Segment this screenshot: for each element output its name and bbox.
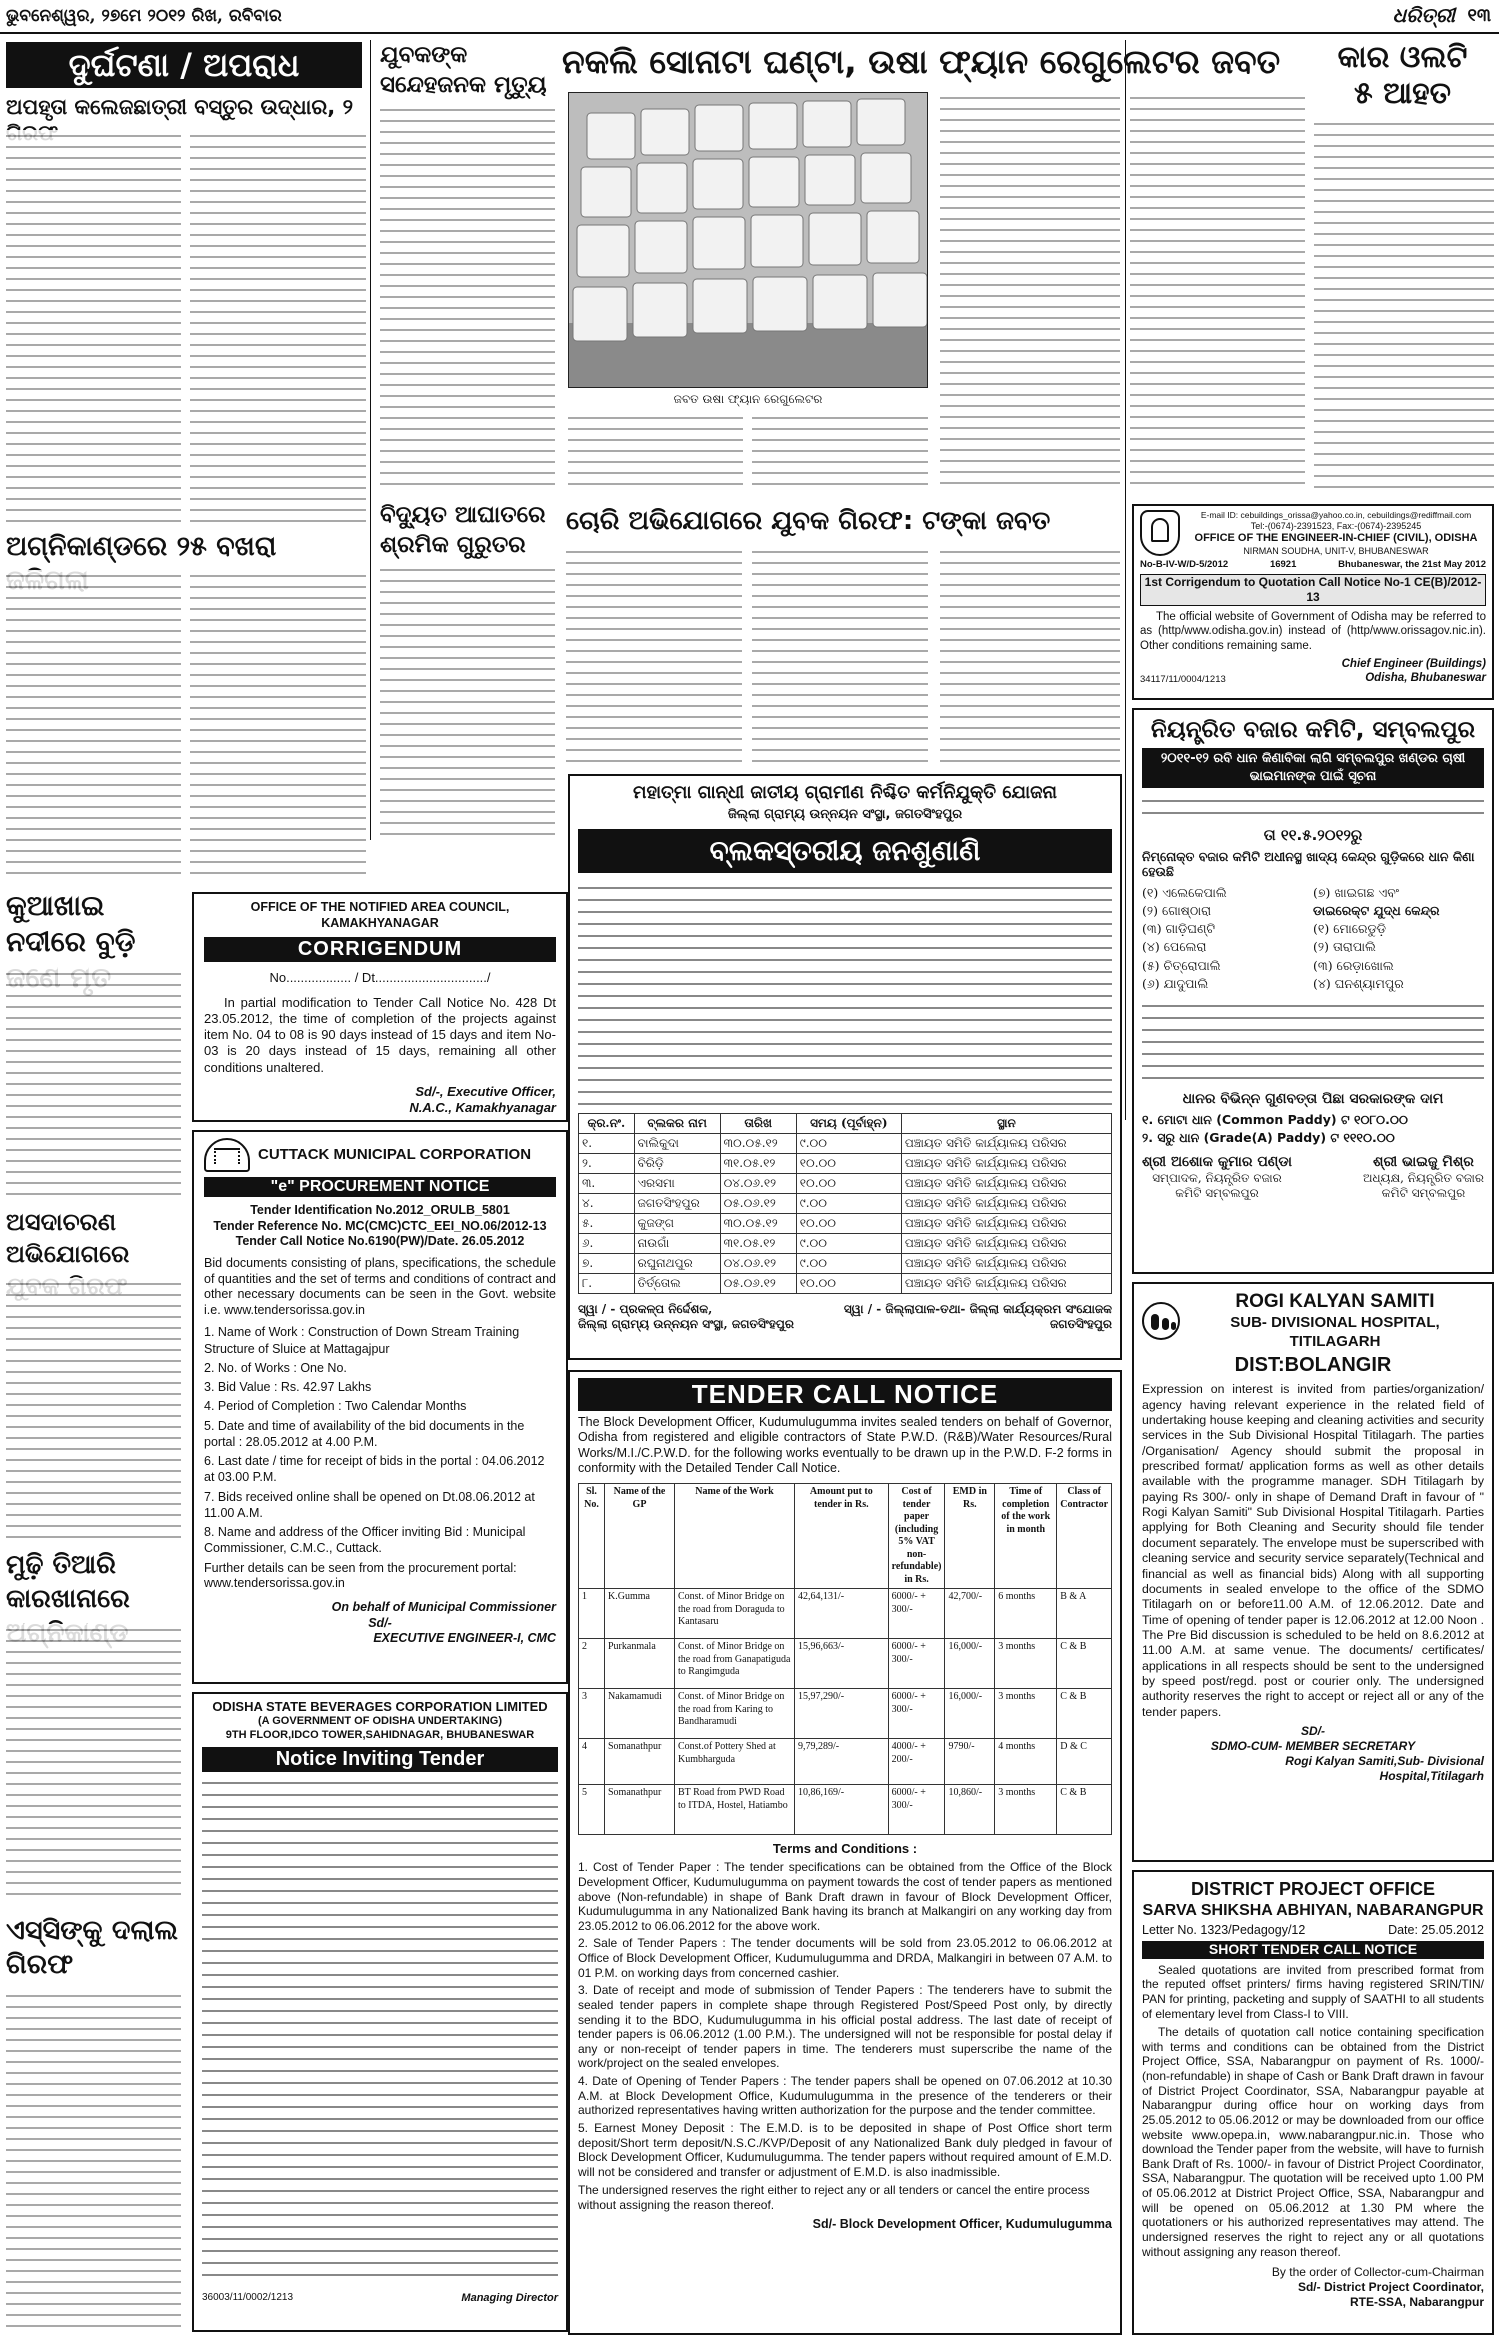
nrega-head: କ୍ର.ନଂ. (579, 1113, 635, 1133)
dpo-body2: The details of quotation call notice containing specification with terms and conditions can be obtained from the District Project Office, SSA, Nabarangpur on payment of Rs. 1000/- (non-refundable) in shape of Cash or Bank Draft drawn in favour of District Project Coordinator, SSA, Nabarangpur payable at Nabarangpur during office hour on working days from 25.05.2012 to 05.06.2012 or may be downloaded from our office website www.opepa.in, www.nabarangpur.nic.in. Those who download the Tender paper from the website, will have to furnish Bank Draft of Rs. 1000/- in favour of District Project Coordinator, SSA, Nabarangpur. The quotation will be received upto 1.00 PM of 05.06.2012 at District Project Office, SSA, Nabarangpur and will be opened on 05.06.2012 at 1.30 PM where the quotationers or his authorized representatives may attend. The undersigned reserves the right to reject any or all quotations without assigning any reason thereof. (1142, 2025, 1484, 2259)
headline-fire25: ଅଗ୍ନିକାଣ୍ଡରେ ୨୫ ବଖରା (6, 531, 277, 562)
story-kidnap-col2 (190, 130, 366, 524)
dpo-body1: Sealed quotations are invited from prescribed format from the reputed offset printers/ firms having registered SRIN/TIN/ PAN for printing, packeting and supply of SAATHI to all students of elementary level from Class-I to VIII. (1142, 1962, 1484, 2021)
cmc-further: Further details can be seen from the procurement portal: www.tendersorissa.gov.in (204, 1560, 517, 1591)
cell: 9,79,289/- (795, 1739, 889, 1785)
nrega-sign-left: ସ୍ୱା / - ପ୍ରକଳ୍ପ ନିର୍ଦ୍ଦେଶକ, (578, 1301, 713, 1316)
market-intro (1142, 794, 1484, 824)
market-sub: ୨୦୧୧-୧୨ ରବି ଧାନ କିଣାବିକା ଲାଗି ସମ୍ବଲପୁର ଖଣ୍ଡର ଚାଷୀ ଭାଇମାନଙ୍କ ପାଇଁ ସୂଚନା (1142, 748, 1484, 788)
cell: ପଞ୍ଚାୟତ ସମିତି କାର୍ଯ୍ୟାଳୟ ପରିସର (901, 1193, 1111, 1213)
cell: 5 (579, 1785, 605, 1835)
cell: Const. of Minor Bridge on the road from Karing to Bandharamudi (675, 1689, 795, 1739)
cell: BT Road from PWD Road to ITDA, Hostel, Hatiambo (675, 1785, 795, 1835)
cmc-item: 8. Name and address of the Officer inviting Bid : Municipal Commissioner, C.M.C., Cuttack. (204, 1525, 526, 1556)
table-row (579, 1689, 1112, 1739)
eic-ref-date: Bhubaneswar, the 21st May 2012 (1338, 558, 1486, 570)
cell: ନାଉଗାଁ (634, 1233, 720, 1253)
cmc-item: 1. Name of Work : Construction of Down Stream Training Structure of Sluice at Mattagajpur (204, 1325, 520, 1356)
cell: 16,000/- (945, 1639, 995, 1689)
cell: ୩୧.୦୫.୧୨ (720, 1153, 796, 1173)
cell: ପଞ୍ଚାୟତ ସମିତି କାର୍ଯ୍ୟାଳୟ ପରିସର (901, 1133, 1111, 1153)
nrega-title: ମହାତ୍ମା ଗାନ୍ଧୀ ଜାତୀୟ ଗ୍ରାମୀଣ ନିଶ୍ଚିତ କର୍ମନିଯୁକ୍ତି ଯୋଜନା (632, 782, 1057, 803)
market-center: (୪) ଘନଶ୍ୟାମପୁର (1313, 975, 1404, 991)
dpo-sign2: Sd/- District Project Coordinator, (1297, 2280, 1484, 2295)
market-body (1142, 999, 1484, 1085)
headline-worker-injured: ବିଦ୍ୟୁତ ଆଘାତରେ ଶ୍ରମିକ ଗୁରୁତର (380, 502, 546, 558)
eic-contact: E-mail ID: cebuildings_orissa@yahoo.co.in, cebuildings@rediffmail.com (1200, 510, 1472, 520)
headline-broker: ଏସ୍‌ସିଙ୍କୁ ଦଲାଲ ଗିରଫ (6, 1915, 178, 1980)
masthead (0, 0, 1499, 34)
rks-notice-box (1132, 1282, 1494, 1862)
market-sign-left2: ସମ୍ପାଦକ, ନିୟନ୍ତ୍ରିତ ବଜାର (1152, 1171, 1282, 1185)
nrega-body (578, 881, 1112, 1105)
cmc-item: 5. Date and time of availability of the bid documents in the portal : 28.05.2012 at 4.00 P.M. (204, 1418, 525, 1449)
cell: 4 (579, 1739, 605, 1785)
eic-address: NIRMAN SOUDHA, UNIT-V, BHUBANESWAR (1243, 545, 1429, 556)
cell: 16,000/- (945, 1689, 995, 1739)
seized-regulator-photo (568, 92, 928, 388)
tender-call-box (568, 1370, 1122, 2335)
cell: 10,860/- (945, 1785, 995, 1835)
cell: Somanathpur (605, 1785, 675, 1835)
cell: Const. of Minor Bridge on the road from Doraguda to Kantasaru (675, 1589, 795, 1639)
eic-office: OFFICE OF THE ENGINEER-IN-CHIEF (CIVIL), ODISHA (1194, 531, 1478, 544)
cell: 6000/- + 300/- (888, 1689, 945, 1739)
cell: ୧୦.୦୦ (796, 1273, 901, 1293)
cell: ୧୦.୦୦ (796, 1153, 901, 1173)
paper-name: ଧରିତ୍ରୀ (1392, 3, 1455, 27)
cell: K.Gumma (605, 1589, 675, 1639)
cmc-item: 4. Period of Completion : Two Calendar Months (204, 1399, 467, 1414)
cell: ୩୦.୦୫.୧୨ (720, 1133, 796, 1153)
story-car (1314, 118, 1494, 492)
table-row (579, 1233, 1112, 1253)
market-center: (୬) ଯାଦୁପାଲି (1142, 975, 1209, 991)
story-fire25 (6, 570, 181, 880)
osbc-sub: (A GOVERNMENT OF ODISHA UNDERTAKING) (257, 1715, 503, 1728)
story-fake-gold-bottom2 (752, 412, 928, 492)
osbc-body (202, 1776, 558, 2286)
cell: ୫. (579, 1213, 635, 1233)
story-kidnap (6, 130, 181, 524)
cell: 42,64,131/- (795, 1589, 889, 1639)
table-row (579, 1173, 1112, 1193)
cell: ୯.୦୦ (796, 1133, 901, 1153)
table-row (579, 1253, 1112, 1273)
cell: 3 months (995, 1639, 1057, 1689)
dpo-office: DISTRICT PROJECT OFFICE (1190, 1879, 1435, 1899)
eic-corrigendum-box (1132, 504, 1494, 700)
nac-sign2: N.A.C., Kamakhyanagar (409, 1100, 556, 1115)
market-date: ତା ୧୧.୫.୨୦୧୨ରୁ (1263, 826, 1363, 844)
nrega-head: ତାରିଖ (720, 1113, 796, 1133)
tender-title: TENDER CALL NOTICE (578, 1378, 1112, 1411)
cell: 42,700/- (945, 1589, 995, 1639)
cmc-item-list (204, 1324, 556, 1556)
dpo-scheme: SARVA SHIKSHA ABHIYAN, NABARANGPUR (1142, 1901, 1484, 1919)
cell: ୦୪.୦୬.୧୨ (720, 1173, 796, 1193)
market-committee-box (1132, 708, 1494, 1274)
market-center: (୭) ଖାଇଗଛ ଏବଂ (1313, 885, 1400, 900)
market-price-title: ଧାନର ବିଭିନ୍ନ ଗୁଣବତ୍ତା ପିଛା ସରକାରଙ୍କ ଦାମ (1182, 1090, 1444, 1107)
cmc-item: 6. Last date / time for receipt of bids in the portal : 04.06.2012 at 03.00 P.M. (204, 1454, 545, 1485)
tender-term: 2. Sale of Tender Papers : The tender documents will be sold from 23.05.2012 to 06.06.2012 at Office of Block Development Officer, Kudumulugumma and DRDA, Malkangiri in between 07 A.M. to 01 P.M. on working days from concerned cashier. (578, 1936, 1112, 1980)
cell: 6000/- + 300/- (888, 1589, 945, 1639)
cell: C & B (1057, 1785, 1112, 1835)
cell: C & B (1057, 1639, 1112, 1689)
osbc-code: 36003/11/0002/1213 (202, 2291, 294, 2303)
osbc-title: Notice Inviting Tender (202, 1747, 558, 1772)
cell: 6000/- + 300/- (888, 1639, 945, 1689)
cell: ୪. (579, 1193, 635, 1213)
cell: ଏରସମା (634, 1173, 720, 1193)
story-muri-fire (6, 1624, 181, 1904)
headline-youth-death: ଯୁବକଙ୍କ ସନ୍ଦେହଜନକ ମୃତ୍ୟୁ (380, 42, 547, 98)
nrega-sign-right2: ଜଗତସିଂହପୁର (1049, 1316, 1112, 1331)
nrega-banner: ବ୍ଲକସ୍ତରୀୟ ଜନଶୁଣାଣି (578, 829, 1112, 873)
page-number: ୧୩ (1467, 5, 1491, 26)
cell: 10,86,169/- (795, 1785, 889, 1835)
table-row (579, 1213, 1112, 1233)
table-row (579, 1785, 1112, 1835)
eic-sign: Chief Engineer (Buildings) (1341, 657, 1486, 670)
tender-terms (578, 1860, 1112, 2179)
cell: ୨. (579, 1153, 635, 1173)
story-river (6, 968, 181, 1198)
cell: ପଞ୍ଚାୟତ ସମିତି କାର୍ଯ୍ୟାଳୟ ପରିସର (901, 1173, 1111, 1193)
cell: C & B (1057, 1689, 1112, 1739)
rks-sign2: SDMO-CUM- MEMBER SECRETARY (1210, 1739, 1416, 1754)
osbc-addr: 9TH FLOOR,IDCO TOWER,SAHIDNAGAR, BHUBANESWAR (225, 1729, 535, 1741)
headline-car-line2: ୫ ଆହତ (1353, 76, 1452, 111)
tender-head: Class of Contractor (1057, 1484, 1112, 1589)
market-center: (୨) ଗୋଷ୍ଠାରା (1142, 903, 1212, 919)
cmc-ref: Tender Reference No. MC(CMC)CTC_EEI_NO.06/2012-13 (213, 1218, 547, 1233)
table-row (579, 1153, 1112, 1173)
cell: ପଞ୍ଚାୟତ ସମିତି କାର୍ଯ୍ୟାଳୟ ପରିସର (901, 1213, 1111, 1233)
market-title: ନିୟନ୍ତ୍ରିତ ବଜାର କମିଟି, ସମ୍ବଲପୁର (1150, 717, 1476, 743)
tender-head: Name of the GP (605, 1484, 675, 1589)
market-center: ଡାଇରେକ୍ଟ ଯୁଦ୍ଧ କେନ୍ଦ୍ର (1313, 903, 1440, 919)
cell: ୧୦.୦୦ (796, 1173, 901, 1193)
cell: ୯.୦୦ (796, 1253, 901, 1273)
rks-dist: DIST:BOLANGIR (1234, 1354, 1392, 1377)
story-youth-arrest (6, 1278, 181, 1540)
column-rule (1125, 40, 1126, 1120)
cmc-tid: Tender Identification No.2012_ORULB_5801 (250, 1203, 510, 1217)
story-col-right-a (1130, 92, 1305, 492)
tender-head: Cost of tender paper (including 5% VAT non-refundable) in Rs. (888, 1484, 945, 1589)
tender-head: Amount put to tender in Rs. (795, 1484, 889, 1589)
cell: 2 (579, 1639, 605, 1689)
cmc-emblem-icon (204, 1138, 250, 1172)
headline-kidnap: ଅପହୃତା କଲେଜଛାତ୍ରୀ ବସ୍ତୁର ଉଦ୍ଧାର, ୨ (6, 95, 354, 119)
tender-works-table (578, 1483, 1112, 1835)
market-sign-right2: ଅଧ୍ୟକ୍ଷ, ନିୟନ୍ତ୍ରିତ ବଜାର (1362, 1171, 1484, 1185)
cell: ୯.୦୦ (796, 1193, 901, 1213)
cell: ପଞ୍ଚାୟତ ସମିତି କାର୍ଯ୍ୟାଳୟ ପରିସର (901, 1233, 1111, 1253)
table-row (579, 1589, 1112, 1639)
cell: B & A (1057, 1589, 1112, 1639)
cell: ୦୫.୦୬.୧୨ (720, 1273, 796, 1293)
headline-car-line1: କାର ଓଲଟି (1337, 40, 1468, 75)
cell: Somanathpur (605, 1739, 675, 1785)
cell: 3 (579, 1689, 605, 1739)
eic-body: The official website of Government of Odisha may be referred to as (http/www.odisha.gov.in) instead of (http/www.orissagov.nic.in). Other conditions remaining same. (1140, 610, 1486, 652)
dpo-sign3: RTE-SSA, Nabarangpur (1349, 2295, 1484, 2310)
headline-car (1310, 40, 1495, 112)
cell: ୬. (579, 1233, 635, 1253)
rks-sign4: Hospital,Titilagarh (1379, 1769, 1484, 1784)
cell: Const.of Pottery Shed at Kumbharguda (675, 1739, 795, 1785)
cell: ପଞ୍ଚାୟତ ସମିତି କାର୍ଯ୍ୟାଳୟ ପରିସର (901, 1153, 1111, 1173)
nac-number: No.................. / Dt.............................../ (269, 970, 491, 986)
nac-office: OFFICE OF THE NOTIFIED AREA COUNCIL, KAMAKHYANAGAR (250, 900, 510, 930)
story-theft-col3 (940, 546, 1120, 764)
cell: ୩୦.୦୫.୧୨ (720, 1213, 796, 1233)
story-fake-gold (940, 92, 1120, 492)
headline-theft: ଚୋରି ଅଭିଯୋଗରେ ଯୁବକ ଗିରଫ: ଟଙ୍କା ଜବତ (566, 506, 1051, 536)
cell: ଜଗତସିଂହପୁର (634, 1193, 720, 1213)
market-price2: ୨. ସରୁ ଧାନ (Grade(A) Paddy) ଟ ୧୧୧୦.୦୦ (1142, 1129, 1395, 1145)
cell: ପଞ୍ଚାୟତ ସମିତି କାର୍ଯ୍ୟାଳୟ ପରିସର (901, 1273, 1111, 1293)
eic-code: 34117/11/0004/1213 (1140, 673, 1226, 685)
cell: ୩. (579, 1173, 635, 1193)
market-sign-left3: କମିଟି ସମ୍ବଲପୁର (1175, 1186, 1259, 1200)
table-row (579, 1193, 1112, 1213)
cell: 15,96,663/- (795, 1639, 889, 1689)
story-broker (6, 1990, 181, 2332)
nrega-head: ସ୍ଥାନ (901, 1113, 1111, 1133)
rks-sign3: Rogi Kalyan Samiti,Sub- Divisional (1285, 1754, 1484, 1769)
cmc-sign3: EXECUTIVE ENGINEER-I, CMC (373, 1631, 556, 1646)
cell: 3 months (995, 1785, 1057, 1835)
tender-term: 4. Date of Opening of Tender Papers : The tender papers shall be opened on 07.06.2012 at 10.30 A.M. at Block Development Office, Kudumulugumma in the presence of the tenderers or their authorized representatives having written authorization for the purpose and the tender committee. (578, 2074, 1112, 2118)
market-price1: ୧. ମୋଟା ଧାନ (Common Paddy) ଟ ୧୦୮୦.୦୦ (1142, 1112, 1408, 1128)
market-subhead: ନିମ୍ନୋକ୍ତ ବଜାର କମିଟି ଅଧୀନସ୍ଥ ଖାଦ୍ୟ କେନ୍ଦ୍ର ଗୁଡ଼ିକରେ ଧାନ କିଣା ହେଉଛି (1142, 848, 1475, 880)
cmc-item: 2. No. of Works : One No. (204, 1360, 347, 1375)
osbc-tender-box (192, 1692, 568, 2332)
cmc-procurement-box (192, 1130, 568, 1684)
cell: Nakamamudi (605, 1689, 675, 1739)
cell: ୧. (579, 1133, 635, 1153)
eic-ref-num: 16921 (1269, 558, 1297, 570)
regulator-boxes-image (569, 93, 928, 388)
cell: 4 months (995, 1739, 1057, 1785)
cell: 4000/- + 200/- (888, 1739, 945, 1785)
table-row (579, 1273, 1112, 1293)
dpo-letter: Letter No. 1323/Pedagogy/12 (1142, 1922, 1306, 1937)
eic-sign2: Odisha, Bhubaneswar (1365, 672, 1486, 685)
cell: 3 months (995, 1689, 1057, 1739)
cmc-org: CUTTACK MUNICIPAL CORPORATION (258, 1145, 532, 1163)
column-rule (370, 40, 371, 840)
tender-head: Time of completion of the work in month (995, 1484, 1057, 1589)
cell: ୦୪.୦୬.୧୨ (720, 1253, 796, 1273)
tender-head: Sl. No. (579, 1484, 605, 1589)
cell: 1 (579, 1589, 605, 1639)
cell: ତିର୍ତ୍ତୋଲ (634, 1273, 720, 1293)
story-fake-gold-bottom1 (568, 412, 743, 492)
cell: ୮. (579, 1273, 635, 1293)
table-row (579, 1133, 1112, 1153)
tender-intro: The Block Development Officer, Kudumulugumma invites sealed tenders on behalf of Governor, Odisha from registered and eligible contractors of State P.W.D. (R&B)/Water Resources/Rural Works/M.I./C.P.W.D. for the following works eventually to be drawn up in the P.W.D. F-2 forms in conformity with the Detailed Tender Call Notice. (578, 1414, 1112, 1476)
cell: Purkanmala (605, 1639, 675, 1689)
family-logo-icon (1142, 1302, 1180, 1340)
dpo-title: SHORT TENDER CALL NOTICE (1142, 1941, 1484, 1959)
headline-river: କୁଆଖାଇ ନଦୀରେ ବୁଡ଼ି (6, 889, 136, 958)
cell: ୦୫.୦୬.୧୨ (720, 1193, 796, 1213)
cmc-item: 3. Bid Value : Rs. 42.97 Lakhs (204, 1380, 372, 1395)
rks-body: Expression on interest is invited from parties/organization/ agency having relevant experience in the related field of undertaking house keeping and cleaning activities and security services in the Sub Divisional Hospital Titilagarh. The parties /Organisation/ Agency should submit the proposal in prescribed format/ application forms as well as other details available with the programme manager. SDH Titilagarh by paying Rs 300/- only in shape of Demand Draft in favour of " Rogi Kalyan Samiti" Sub Divisional Hospital Titilagarh. Parties applying for Both Cleaning and Security should file tender document separately. The envelope must be superscribed with cleaning service and security service separately(Technical and financial as well as financial bids) Along with all supporting documents in sealed envelope to the office of the SDMO Titilagarh on or before11.00 A.M. of 12.06.2012. Date and Time of opening of tender paper is 12.06.2012 at 12.00 Noon . The Pre Bid discussion is scheduled to be held on 8.6.2012 at 11.00 A.M. at same venue. The documents/ certificates/ applications in all respects should be sent to the undersigned by speed post/regd. post or courier only. The undersigned authority reserves the right to accept or reject all or any of the tender papers. (1142, 1382, 1484, 1719)
market-sign-left: ଶ୍ରୀ ଅଶୋକ କୁମାର ପଣ୍ଡା (1142, 1153, 1292, 1170)
nrega-head: ସମୟ (ପୂର୍ବାହ୍ନ) (796, 1113, 901, 1133)
osbc-org: ODISHA STATE BEVERAGES CORPORATION LIMITED (212, 1699, 548, 1714)
headline-fake-gold: ନକଲି ସୋନାଟା ଘଣ୍ଟା, ଉଷା ଫ୍ୟାନ ରେଗୁଲେଟର ଜବତ (562, 42, 1281, 81)
nac-body: In partial modification to Tender Call Notice No. 428 Dt 23.05.2012, the time of completion of the projects against item No. 04 to 08 is 90 days instead of 15 days and item No-03 is 20 days instead of 15 days, remaining all other conditions unaltered. (204, 994, 556, 1075)
section-crime-banner: ଦୁର୍ଘଟଣା / ଅପରାଧ (6, 42, 362, 88)
tender-head: EMD in Rs. (945, 1484, 995, 1589)
cell: ୧୦.୦୦ (796, 1213, 901, 1233)
nac-sign: Sd/-, Executive Officer, (415, 1083, 556, 1099)
cmc-tcn: Tender Call Notice No.6190(PW)/Date. 26.05.2012 (235, 1234, 525, 1249)
market-sign-right: ଶ୍ରୀ ଭାଇଜୁ ମିଶ୍ର (1373, 1153, 1474, 1170)
nac-title: CORRIGENDUM (204, 937, 556, 962)
table-row (579, 1639, 1112, 1689)
nrega-sub: ଜିଲ୍ଲା ଗ୍ରାମ୍ୟ ଉନ୍ନୟନ ସଂସ୍ଥା, ଜଗତସିଂହପୁର (727, 806, 963, 822)
cell: ୯.୦୦ (796, 1233, 901, 1253)
cell: ପଞ୍ଚାୟତ ସମିତି କାର୍ଯ୍ୟାଳୟ ପରିସର (901, 1253, 1111, 1273)
cell: 9790/- (945, 1739, 995, 1785)
market-center: (୪) ପେଲେରା (1142, 939, 1207, 955)
market-center: (୧) ଏଲେକେପାଲି (1142, 885, 1227, 900)
market-center: (୧) ମୋରେଡୁଡ଼ି (1313, 921, 1386, 937)
nrega-sign-left2: ଜିଲ୍ଲା ଗ୍ରାମ୍ୟ ଉନ୍ନୟନ ସଂସ୍ଥା, ଜଗତସିଂହପୁର (578, 1316, 794, 1331)
state-emblem-icon (1140, 510, 1180, 556)
dpo-date: Date: 25.05.2012 (1388, 1922, 1484, 1937)
rks-sub: SUB- DIVISIONAL HOSPITAL, TITILAGARH (1230, 1313, 1440, 1350)
nrega-sign-right: ସ୍ୱା / - ଜିଲ୍ଲାପାଳ-ତଥା- ଜିଲ୍ଲା କାର୍ଯ୍ୟକ୍ରମ ସଂଯୋଜକ (843, 1301, 1112, 1316)
cell: ୭. (579, 1253, 635, 1273)
story-theft-col2 (752, 546, 928, 764)
cell: ବିରିଡ଼ି (634, 1153, 720, 1173)
dateline: ଭୁବନେଶ୍ୱର, ୨୭ମେ ୨୦୧୨ ରିଖ, ରବିବାର (6, 6, 282, 26)
osbc-sign: Managing Director (461, 2291, 558, 2304)
cmc-title: "e" PROCUREMENT NOTICE (204, 1177, 556, 1197)
cell: କୁଜଙ୍ଗ (634, 1213, 720, 1233)
market-center: (୫) ଚିତ୍ରୋପାଲି (1142, 957, 1221, 973)
cell: D & C (1057, 1739, 1112, 1785)
cell: ରଘୁନାଥପୁର (634, 1253, 720, 1273)
nrega-schedule-table (578, 1113, 1112, 1294)
tender-sign: Sd/- Block Development Officer, Kudumulugumma (812, 2217, 1112, 2232)
eic-ref-no: No-B-IV-W/D-5/2012 (1140, 558, 1229, 570)
tender-head: Name of the Work (675, 1484, 795, 1589)
market-center: (୩) ରେଡ଼ାଖୋଲ (1313, 957, 1394, 973)
market-center: (୨) ତାରାପାଲି (1313, 939, 1376, 955)
tender-closing: The undersigned reserves the right either to reject any or all tenders or cancel the entire process without assigning the reason thereof. (578, 2183, 1090, 2213)
headline-muri-fire: ମୁଢ଼ି ତିଆରି କାରଖାନାରେ (6, 1550, 130, 1614)
tender-term: 3. Date of receipt and mode of submission of Tender Papers : The tenderers have to submit the sealed tender papers in complete shape through Registered Post/Speed Post only, by directly sending it to the BDO, Kudumulugumma in his official postal address. The last date of receipt of tender papers is 06.06.2012 (1.00 P.M.). The undersigned will not be responsible for postal delay if any or non-receipt of tender papers in time. The tenderers must superscribe the name of the work/project on the sealed envelopes. (578, 1983, 1112, 2071)
rks-org: ROGI KALYAN SAMITI (1235, 1291, 1435, 1312)
dpo-sign: By the order of Collector-cum-Chairman (1271, 2265, 1484, 2280)
cell: ୩୧.୦୫.୧୨ (720, 1233, 796, 1253)
headline-youth-arrest: ଅସଦାଚରଣ ଅଭିଯୋଗରେ (6, 1208, 130, 1268)
cell: 15,97,290/- (795, 1689, 889, 1739)
tender-term: 1. Cost of Tender Paper : The tender specifications can be obtained from the Office of the Block Development Officer, Kudumulugumma on payment towards the cost of tender papers as mentioned above (Non-refundable) in shape of Bank Draft drawn in favour of Block Development Officer, Kudumulugumma in any Nationalized Bank having its branch at Malkangiri on any working day from 23.05.2012 to 06.06.2012 for the above work. (578, 1860, 1112, 1933)
tender-term: 5. Earnest Money Deposit : The E.M.D. is to be deposited in shape of Post Office short term deposit/Short term deposit/N.S.C./KVP/Deposit of any Nationalized Bank duly pledged in favour of Block Development Officer, Kudumulugumma. The tender papers without required amount of E.M.D. will not be considered and transfer or adjustment of E.M.D. is also inadmissible. (578, 2120, 1112, 2179)
market-sign-right3: କମିଟି ସମ୍ବଲପୁର (1381, 1186, 1466, 1200)
nrega-hearing-box (568, 774, 1122, 1360)
dpo-notice-box (1132, 1870, 1494, 2335)
eic-tel: Tel:-(0674)-2391523, Fax:-(0674)-2395245 (1250, 520, 1422, 531)
story-worker-injured (380, 564, 555, 840)
tender-terms-title: Terms and Conditions : (772, 1841, 918, 1856)
cell: 6000/- + 300/- (888, 1785, 945, 1835)
nrega-head: ବ୍ଲକର ନାମ (634, 1113, 720, 1133)
market-center: (୩) ଗାଡ଼ିଘଣ୍ଟି (1142, 921, 1216, 937)
cmc-item: 7. Bids received online shall be opened on Dt.08.06.2012 at 11.00 A.M. (204, 1489, 535, 1520)
rks-sign: SD/- (1301, 1724, 1325, 1739)
cmc-sign: On behalf of Municipal Commissioner (331, 1599, 556, 1614)
cell: Const. of Minor Bridge on the road from Ganapatiguda to Rangimguda (675, 1639, 795, 1689)
cell: ବାଲିକୁଦା (634, 1133, 720, 1153)
nac-corrigendum-box (192, 892, 568, 1122)
photo-caption: ଜବତ ଉଷା ଫ୍ୟାନ ରେଗୁଲେଟର (673, 392, 823, 406)
story-youth-death (380, 104, 555, 494)
cmc-sign2: Sd/- (368, 1615, 392, 1630)
story-fire25-col2 (190, 570, 366, 880)
cell: 6 months (995, 1589, 1057, 1639)
story-theft-col1 (566, 546, 742, 764)
eic-title: 1st Corrigendum to Quotation Call Notice No-1 CE(B)/2012-13 (1140, 574, 1486, 606)
table-row (579, 1739, 1112, 1785)
cmc-intro: Bid documents consisting of plans, specifications, the schedule of quantities and the set of terms and conditions of contract and other necessary documents can be seen in the Govt. website i.e. www.tendersorissa.gov.in (204, 1255, 556, 1317)
